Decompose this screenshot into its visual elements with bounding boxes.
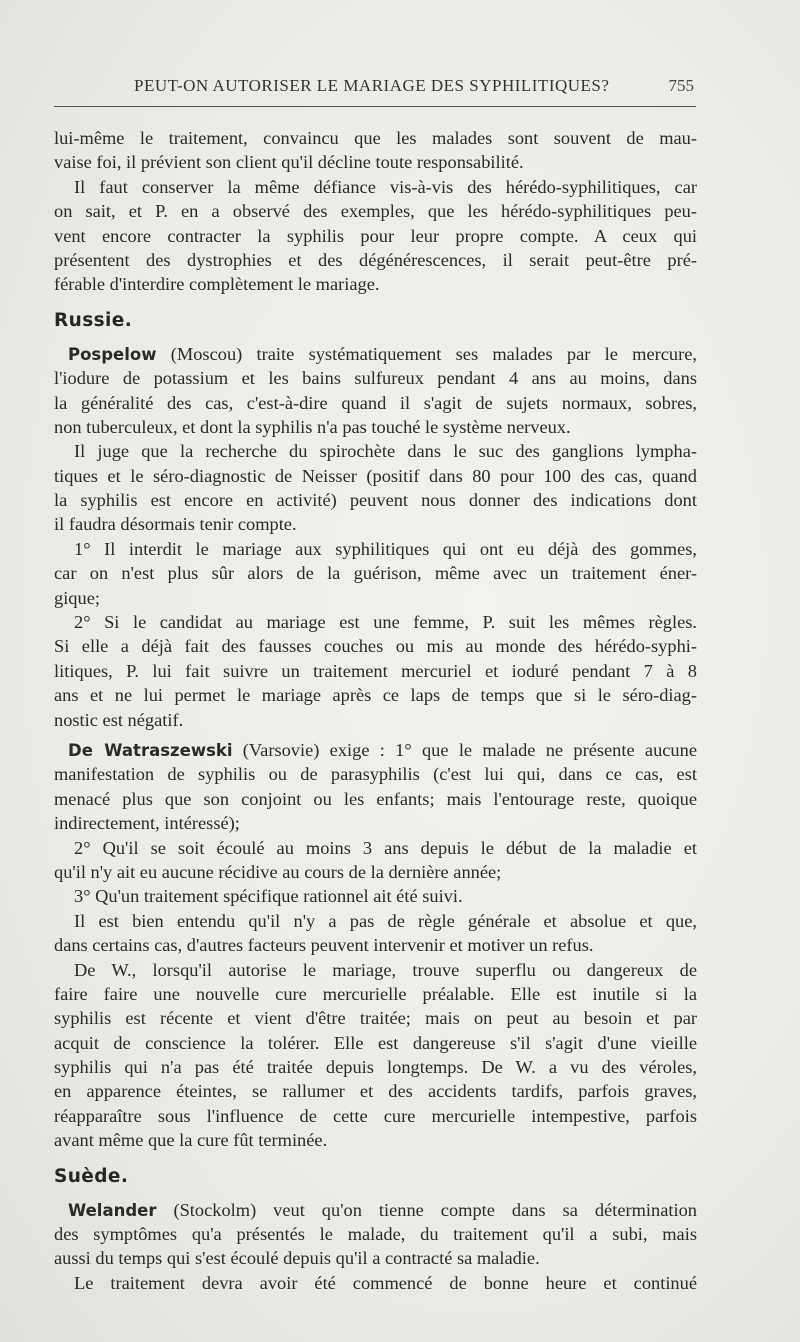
text-line: gique; [54, 587, 100, 608]
text-line: la généralité des cas, c'est-à-dire quand il s'agit de sujets normaux, sobres, [54, 392, 697, 413]
section-heading-sweden: Suède. [54, 1165, 129, 1187]
text-line: car on n'est plus sûr alors de la guérison, même avec un traitement éner- [54, 563, 697, 584]
text-line: 2° Si le candidat au mariage est une femme, P. suit les mêmes règles. [74, 612, 697, 633]
text-line: tiques et le séro-diagnostic de Neisser (positif dans 80 pour 100 des cas, quand [54, 465, 697, 486]
text-line: vaise foi, il prévient son client qu'il décline toute responsabilité. [54, 152, 524, 173]
text-line: en apparence éteintes, se rallumer et des accidents tardifs, parfois graves, [54, 1081, 697, 1102]
text-line: Il juge que la recherche du spirochète dans le suc des ganglions lympha- [74, 441, 697, 462]
text-line: Il est bien entendu qu'il n'y a pas de règle générale et absolue et que, [74, 910, 697, 931]
text-line: l'iodure de potassium et les bains sulfureux pendant 4 ans au moins, dans [54, 368, 697, 389]
text-line: la syphilis est encore en activité) peuvent nous donner des indications dont [54, 490, 697, 511]
text-line [54, 738, 697, 762]
author-name: De Watraszewski [68, 740, 233, 760]
text-line: férable d'interdire complètement le mariage. [54, 274, 380, 295]
text-line: acquit de conscience la tolérer. Elle est dangereuse s'il s'agit d'une vieille [54, 1032, 697, 1053]
text-line: réapparaître sous l'influence de cette cure mercurielle intempestive, parfois [54, 1105, 697, 1126]
author-name: Pospelow [68, 344, 157, 364]
text-line: aussi du temps qui s'est écoulé depuis qu'il a contracté sa maladie. [54, 1248, 540, 1269]
text-line: nostic est négatif. [54, 709, 184, 730]
text-fragment: (Moscou) traite systématiquement ses malades par le mercure, [156, 343, 697, 364]
text-line: dans certains cas, d'autres facteurs peuvent intervenir et motiver un refus. [54, 935, 594, 956]
text-line: litiques, P. lui fait suivre un traitement mercuriel et ioduré pendant 7 à 8 [54, 660, 697, 681]
page-number: 755 [668, 76, 694, 95]
text-line: présentent des dystrophies et des dégénérescences, il serait peut-être pré- [54, 249, 697, 270]
section-heading-russia: Russie. [54, 309, 133, 331]
text-line: De W., lorsqu'il autorise le mariage, trouve superflu ou dangereux de [74, 959, 697, 980]
text-line: syphilis qui n'a pas été traitée depuis longtemps. De W. a vu des véroles, [54, 1057, 697, 1078]
text-line: Si elle a déjà fait des fausses couches ou mis au monde des hérédo-syphi- [54, 636, 697, 657]
text-line: lui-même le traitement, convaincu que les malades sont souvent de mau- [54, 128, 697, 148]
text-line: indirectement, intéressé); [54, 813, 240, 834]
text-line: ans et ne lui permet le mariage après ce laps de temps que si le séro-diag- [54, 685, 697, 706]
text-line: 3° Qu'un traitement spécifique rationnel ait été suivi. [74, 886, 463, 907]
text-line: avant même que la cure fût terminée. [54, 1130, 328, 1151]
text-line: vent encore contracter la syphilis pour leur propre compte. A ceux qui [54, 225, 697, 246]
text-line: manifestation de syphilis ou de parasyphilis (c'est lui qui, dans ce cas, est [54, 764, 697, 785]
text-line: syphilis est récente et vient d'être traitée; mais on peut au besoin et par [54, 1008, 697, 1029]
running-title: PEUT-ON AUTORISER LE MARIAGE DES SYPHILITIQUES? [134, 76, 610, 95]
text-line: 2° Qu'il se soit écoulé au moins 3 ans depuis le début de la maladie et [74, 837, 697, 858]
author-name: Welander [68, 1200, 157, 1220]
text-line: on sait, et P. en a observé des exemples, que les hérédo-syphilitiques peu- [54, 201, 697, 222]
text-fragment: (Stockolm) veut qu'on tienne compte dans sa détermination [156, 1199, 697, 1220]
text-line: des symptômes qu'a présentés le malade, du traitement qu'il a subi, mais [54, 1224, 697, 1245]
text-line: faire faire une nouvelle cure mercurielle préalable. Elle est inutile si la [54, 983, 697, 1004]
text-line: Le traitement devra avoir été commencé de bonne heure et continué [74, 1272, 697, 1293]
page-header [54, 76, 696, 107]
text-line: qu'il n'y ait eu aucune récidive au cours de la dernière année; [54, 861, 502, 882]
text-line: non tuberculeux, et dont la syphilis n'a pas touché le système nerveux. [54, 416, 571, 437]
text-line: il faudra désormais tenir compte. [54, 514, 297, 535]
page-body [54, 126, 697, 1295]
text-line: Il faut conserver la même défiance vis-à-vis des hérédo-syphilitiques, car [74, 176, 697, 197]
text-line: menacé plus que son conjoint ou les enfants; mais l'entourage reste, quoique [54, 788, 697, 809]
text-line [54, 1198, 697, 1222]
text-fragment: (Varsovie) exige : 1° que le malade ne présente aucune [232, 739, 697, 760]
text-line: 1° Il interdit le mariage aux syphilitiques qui ont eu déjà des gommes, [74, 538, 697, 559]
text-line [54, 342, 697, 366]
